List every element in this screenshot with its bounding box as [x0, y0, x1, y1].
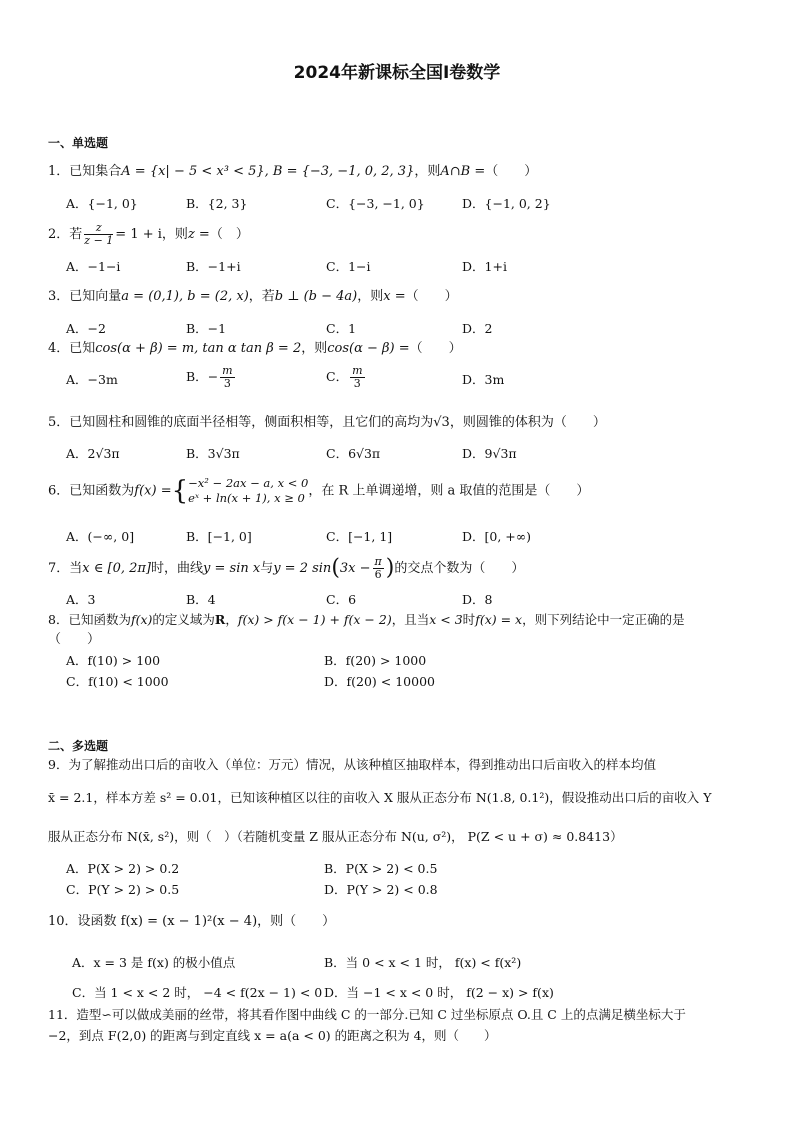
- question-4: 4．已知cos(α + β) = m, tan α tan β = 2，则cos(α − β) =（ ）: [48, 341, 462, 356]
- q6-option-a: A．(−∞, 0]: [66, 529, 135, 544]
- q10-option-a: A．x = 3 是 f(x) 的极小值点: [72, 955, 236, 970]
- q9-option-a: A．P(X > 2) > 0.2: [66, 861, 180, 876]
- q2-option-c: C．1−i: [326, 259, 371, 274]
- question-8: 8．已知函数为f(x)的定义域为R，f(x) > f(x − 1) + f(x − 2)，且当x < 3时f(x) = x，则下列结论中一定正确的是: [48, 612, 685, 627]
- fraction: $\frac{\pi}{6}$: [374, 555, 382, 581]
- q5-option-d: D．9√3π: [462, 446, 517, 461]
- q8-option-d: D．f(20) < 10000: [324, 674, 435, 689]
- q10-option-b: B．当 0 < x < 1 时， f(x) < f(x²): [324, 955, 522, 970]
- q1-option-c: C．{−3, −1, 0}: [326, 196, 425, 211]
- fraction: $\frac{m}{3}$: [222, 364, 233, 390]
- question-8-cont: （ ）: [48, 632, 101, 647]
- section-heading-single: 一、单选题: [48, 136, 109, 150]
- q1-option-b: B．{2, 3}: [186, 196, 248, 211]
- q8-option-b: B．f(20) > 1000: [324, 653, 427, 668]
- q4-option-d: D．3m: [462, 372, 505, 387]
- q4-option-c: C． $\frac{m}{3}$: [326, 364, 363, 390]
- q1-option-a: A．{−1, 0}: [66, 196, 138, 211]
- q7-option-a: A．3: [66, 592, 96, 607]
- set-definition: A = {x| − 5 < x³ < 5}, B = {−3, −1, 0, 2, 3}: [121, 164, 415, 179]
- q1-option-d: D．{−1, 0, 2}: [462, 196, 551, 211]
- q7-option-d: D．8: [462, 592, 493, 607]
- q10-option-c: C．当 1 < x < 2 时， −4 < f(2x − 1) < 0: [72, 985, 323, 1000]
- piecewise-function: −x² − 2ax − a, x < 0 eˣ + ln(x + 1), x ≥ 0: [188, 476, 309, 505]
- question-9-line-2: x̄ = 2.1，样本方差 s² = 0.01，已知该种植区以往的亩收入 X 服从正态分布 N(1.8, 0.1²)，假设推动出口后的亩收入 Y: [48, 790, 712, 805]
- question-10: 10．设函数 f(x) = (x − 1)²(x − 4)，则（ ）: [48, 914, 336, 929]
- q7-option-b: B．4: [186, 592, 216, 607]
- q5-option-c: C．6√3π: [326, 446, 381, 461]
- fraction: $\frac{m}{3}$: [352, 364, 363, 390]
- q6-option-b: B．[−1, 0]: [186, 529, 252, 544]
- question-11-line-2: −2，到点 F(2,0) 的距离与到定直线 x = a(a < 0) 的距离之积为 4，则（ ）: [48, 1028, 497, 1043]
- q7-option-c: C．6: [326, 592, 357, 607]
- q3-option-b: B．−1: [186, 321, 227, 336]
- question-1: 1．已知集合A = {x| − 5 < x³ < 5}, B = {−3, −1, 0, 2, 3}，则A∩B =（ ）: [48, 164, 538, 179]
- q3-option-c: C．1: [326, 321, 357, 336]
- section-heading-multi: 二、多选题: [48, 739, 109, 753]
- question-9-line-3: 服从正态分布 N(x̄, s²)，则（ ）（若随机变量 Z 服从正态分布 N(u, σ²)， P(Z < u + σ) ≈ 0.8413）: [48, 829, 623, 844]
- q3-option-d: D．2: [462, 321, 493, 336]
- fraction: $\frac{z}{z - 1}$: [84, 221, 114, 247]
- q4-option-a: A．−3m: [66, 372, 118, 387]
- q3-option-a: A．−2: [66, 321, 106, 336]
- q2-option-b: B．−1+i: [186, 259, 241, 274]
- q2-option-d: D．1+i: [462, 259, 507, 274]
- question-2: 2．若 $\frac{z}{z - 1}$ = 1 + i，则z =（ ）: [48, 221, 249, 247]
- q2-option-a: A．−1−i: [66, 259, 121, 274]
- q5-option-a: A．2√3π: [66, 446, 120, 461]
- q9-option-b: B．P(X > 2) < 0.5: [324, 861, 438, 876]
- question-11-line-1: 11．造型∽可以做成美丽的丝带，将其看作图中曲线 C 的一部分.已知 C 过坐标原点 O.且 C 上的点满足横坐标大于: [48, 1007, 686, 1022]
- brace: {: [171, 476, 189, 506]
- page-title: 2024年新课标全国Ⅰ卷数学: [293, 63, 501, 83]
- question-5: 5．已知圆柱和圆锥的底面半径相等，侧面积相等，且它们的高均为√3，则圆锥的体积为（ ）: [48, 415, 606, 430]
- q5-option-b: B．3√3π: [186, 446, 240, 461]
- q6-option-c: C．[−1, 1]: [326, 529, 393, 544]
- q10-option-d: D．当 −1 < x < 0 时， f(2 − x) > f(x): [324, 985, 554, 1000]
- question-7: 7．当x ∈ [0, 2π]时，曲线y = sin x与y = 2 sin(3x − $\frac{\pi}{6}$ )的交点个数为（ ）: [48, 555, 525, 581]
- q9-option-c: C．P(Y > 2) > 0.5: [66, 882, 180, 897]
- q6-option-d: D．[0, +∞): [462, 529, 532, 544]
- q8-option-a: A．f(10) > 100: [66, 653, 161, 668]
- q9-option-d: D．P(Y > 2) < 0.8: [324, 882, 438, 897]
- question-6: 6．已知函数为f(x) ={ −x² − 2ax − a, x < 0 eˣ + ln(x + 1), x ≥ 0 ，在 R 上单调递增，则 a 取值的范围是（ ）: [48, 476, 590, 506]
- question-3: 3．已知向量a = (0,1), b = (2, x)，若b ⊥ (b − 4a)，则x =（ ）: [48, 289, 458, 304]
- q4-option-b: B．− $\frac{m}{3}$: [186, 364, 233, 390]
- question-9-line-1: 9．为了解推动出口后的亩收入（单位：万元）情况，从该种植区抽取样本，得到推动出口后亩收入的样本均值: [48, 757, 656, 772]
- q8-option-c: C．f(10) < 1000: [66, 674, 169, 689]
